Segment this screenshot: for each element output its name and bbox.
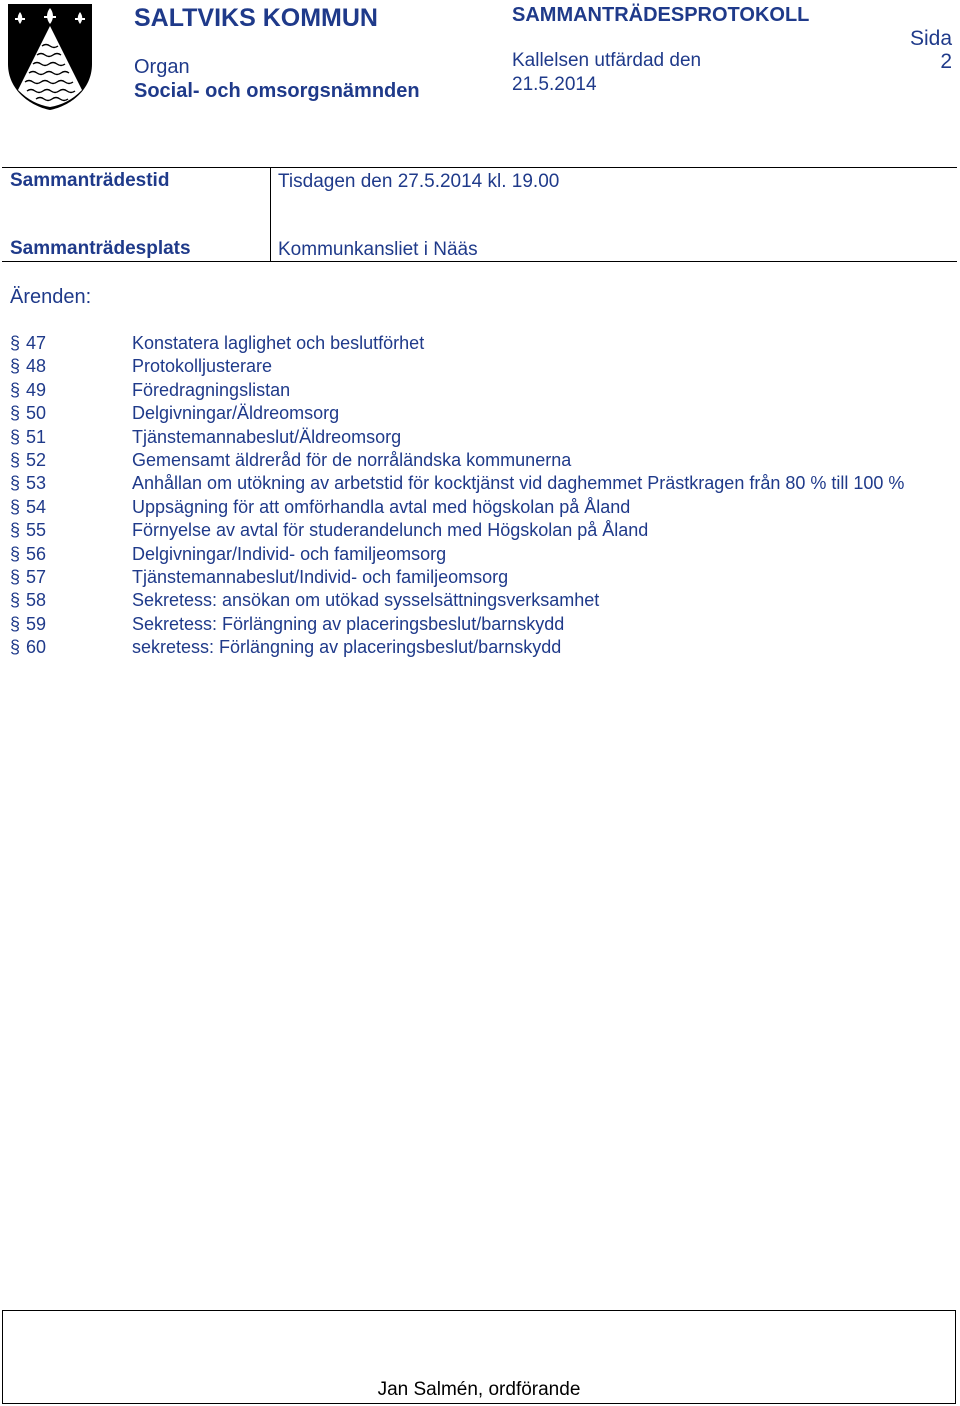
- agenda-item: [10, 355, 950, 378]
- agenda-list: [10, 332, 950, 660]
- agenda-item: [10, 472, 950, 495]
- page-number: 2: [940, 50, 952, 73]
- agenda-item-number: 59: [26, 613, 47, 634]
- meeting-place-label: Sammanträdesplats: [10, 238, 191, 259]
- agenda-item-title: Konstatera laglighet och beslutförhet: [132, 333, 425, 353]
- municipality-name: SALTVIKS KOMMUN: [134, 4, 378, 32]
- agenda-item: [10, 379, 950, 402]
- agenda-item: [10, 636, 950, 659]
- section-symbol: §: [10, 356, 21, 377]
- agenda-item-title: Delgivningar/Äldreomsorg: [132, 403, 340, 424]
- meeting-time-label: Sammanträdestid: [10, 170, 170, 191]
- organ-label: Organ: [134, 56, 190, 78]
- meeting-time-value: Tisdagen den 27.5.2014 kl. 19.00: [278, 171, 560, 192]
- section-symbol: §: [10, 520, 21, 541]
- meeting-info-table: [2, 167, 957, 262]
- agenda-item: [10, 496, 950, 519]
- agenda-item: [10, 589, 950, 612]
- agenda-item: [10, 519, 950, 542]
- section-symbol: §: [10, 637, 21, 658]
- organ-name: Social- och omsorgsnämnden: [134, 80, 420, 102]
- chairperson-signature-name: Jan Salmén, ordförande: [377, 1379, 581, 1400]
- agenda-item-number: 47: [26, 333, 47, 353]
- table-column-divider: [270, 167, 271, 262]
- agenda-item: [10, 426, 950, 449]
- section-symbol: §: [10, 496, 21, 517]
- agenda-item: [10, 449, 950, 472]
- agenda-item-number: 57: [26, 567, 47, 588]
- agenda-item-title: Tjänstemannabeslut/Individ- och familjeomsorg: [132, 567, 509, 588]
- agenda-item-title: Delgivningar/Individ- och familjeomsorg: [132, 543, 447, 564]
- agenda-item-title: Anhållan om utökning av arbetstid för kocktjänst vid daghemmet Prästkragen från 80 % till 100 %: [132, 473, 905, 494]
- table-top-rule: [2, 167, 957, 168]
- agenda-item-number: 48: [26, 356, 47, 377]
- table-bottom-rule: [2, 261, 957, 262]
- agenda-item-number: 54: [26, 496, 47, 517]
- agenda-item-number: 49: [26, 379, 47, 400]
- signature-box: [2, 1310, 956, 1404]
- meeting-place-value: Kommunkansliet i Nääs: [278, 239, 478, 260]
- section-symbol: §: [10, 450, 21, 471]
- agenda-item-title: Protokolljusterare: [132, 356, 273, 377]
- agenda-item: [10, 613, 950, 636]
- agenda-item-number: 52: [26, 450, 47, 471]
- agenda-item: [10, 566, 950, 589]
- agenda-heading: Ärenden:: [10, 286, 92, 308]
- agenda-item-title: Sekretess: Förlängning av placeringsbeslut/barnskydd: [132, 613, 565, 634]
- agenda-item-number: 53: [26, 473, 47, 494]
- agenda-item-number: 55: [26, 520, 47, 541]
- section-symbol: §: [10, 426, 21, 447]
- page-label: Sida: [909, 27, 952, 50]
- agenda-item-title: Förnyelse av avtal för studerandelunch med Högskolan på Åland: [132, 520, 649, 541]
- agenda-item: [10, 402, 950, 425]
- section-symbol: §: [10, 403, 21, 424]
- notice-issued-date: 21.5.2014: [512, 74, 597, 95]
- section-symbol: §: [10, 333, 21, 353]
- agenda-item-title: Sekretess: ansökan om utökad sysselsättningsverksamhet: [132, 590, 600, 611]
- agenda-item-number: 50: [26, 403, 47, 424]
- section-symbol: §: [10, 567, 21, 588]
- coat-of-arms-icon: [6, 2, 94, 112]
- agenda-item-number: 51: [26, 426, 47, 447]
- agenda-item-number: 60: [26, 637, 47, 658]
- agenda-item-number: 58: [26, 590, 47, 611]
- agenda-item-number: 56: [26, 543, 47, 564]
- section-symbol: §: [10, 379, 21, 400]
- section-symbol: §: [10, 590, 21, 611]
- section-symbol: §: [10, 613, 21, 634]
- agenda-item-title: Uppsägning för att omförhandla avtal med högskolan på Åland: [132, 496, 631, 517]
- document-type: SAMMANTRÄDESPROTOKOLL: [512, 4, 810, 26]
- section-symbol: §: [10, 473, 21, 494]
- agenda-item-title: sekretess: Förlängning av placeringsbeslut/barnskydd: [132, 637, 562, 658]
- agenda-item-title: Föredragningslistan: [132, 379, 291, 400]
- agenda-item: [10, 332, 950, 355]
- agenda-item-title: Tjänstemannabeslut/Äldreomsorg: [132, 426, 402, 447]
- agenda-item-title: Gemensamt äldreråd för de norråländska kommunerna: [132, 450, 572, 471]
- notice-issued-label: Kallelsen utfärdad den: [512, 50, 702, 71]
- agenda-item: [10, 543, 950, 566]
- section-symbol: §: [10, 543, 21, 564]
